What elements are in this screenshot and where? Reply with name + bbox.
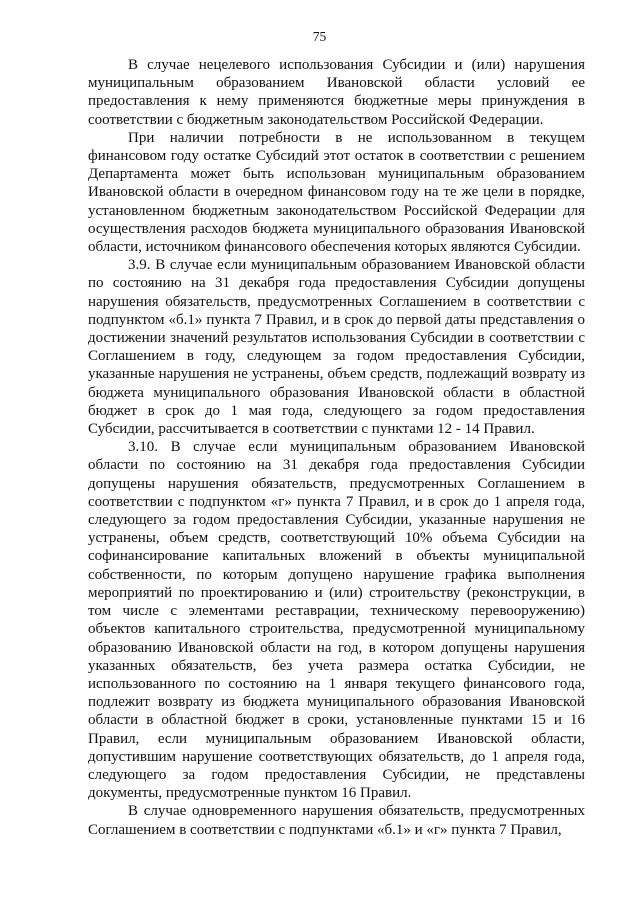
paragraph-section-3-10: 3.10. В случае если муниципальным образованием Ивановской области по состоянию на 31 декабря года предоставления Субсидии допущены нарушения обязательств, предусмотренных Соглашением в соответствии с подпунктом «г» пункта 7 Правил, и в срок до 1 апреля года, следующего за годом предоставления Субсидии, указанные нарушения не устранены, объем средств, соответствующий 10% объема Субсидии на софинансирование капитальных вложений в объекты муниципальной собственности, по которым допущено нарушение графика выполнения мероприятий по проектированию и (или) строительству (реконструкции, в том числе с элементами реставрации, техническому перевооружению) объектов капитального строительства, предусмотренной муниципальному образованию Ивановской области на год, в котором допущены нарушения указанных обязательств, без учета размера остатка Субсидии, не использованного по состоянию на 1 января текущего финансового года, подлежит возврату из бюджета муниципального образования Ивановской области в областной бюджет в сроки, установленные пунктами 15 и 16 Правил, если муниципальным образованием Ивановской области, допустившим нарушение соответствующих обязательств, до 1 апреля года, следующего за годом предоставления Субсидии, не представлены документы, предусмотренные пунктом 16 Правил.	[88, 439, 585, 802]
paragraph-section-3-9: 3.9. В случае если муниципальным образованием Ивановской области по состоянию на 31 декабря года предоставления Субсидии допущены нарушения обязательств, предусмотренных Соглашением в соответствии с подпунктом «б.1» пункта 7 Правил, и в срок до первой даты представления о достижении значений результатов использования Субсидии в соответствии с Соглашением в году, следующем за годом предоставления Субсидии, указанные нарушения не устранены, объем средств, подлежащий возврату из бюджета муниципального образования Ивановской области в областной бюджет в срок до 1 мая года, следующего за годом предоставления Субсидии, рассчитывается в соответствии с пунктами 12 - 14 Правил.	[88, 257, 585, 438]
paragraph-budget-coercion: В случае нецелевого использования Субсидии и (или) нарушения муниципальным образованием Ивановской области условий ее предоставления к нему применяются бюджетные меры принуждения в соответствии с бюджетным законодательством Российской Федерации.	[88, 57, 585, 128]
paragraph-simultaneous-violation: В случае одновременного нарушения обязательств, предусмотренных Соглашением в соответствии с подпунктами «б.1» и «г» пункта 7 Правил,	[88, 803, 585, 838]
document-body	[88, 56, 585, 839]
paragraph-unused-balance: При наличии потребности в не использованном в текущем финансовом году остатке Субсидий этот остаток в соответствии с решением Департамента может быть использован муниципальным образованием Ивановской области в очередном финансовом году на те же цели в порядке, установленном бюджетным законодательством Российской Федерации для осуществления расходов бюджета муниципального образования Ивановской области, источником финансового обеспечения которых являются Субсидии.	[88, 129, 585, 256]
page-number: 75	[312, 29, 327, 44]
